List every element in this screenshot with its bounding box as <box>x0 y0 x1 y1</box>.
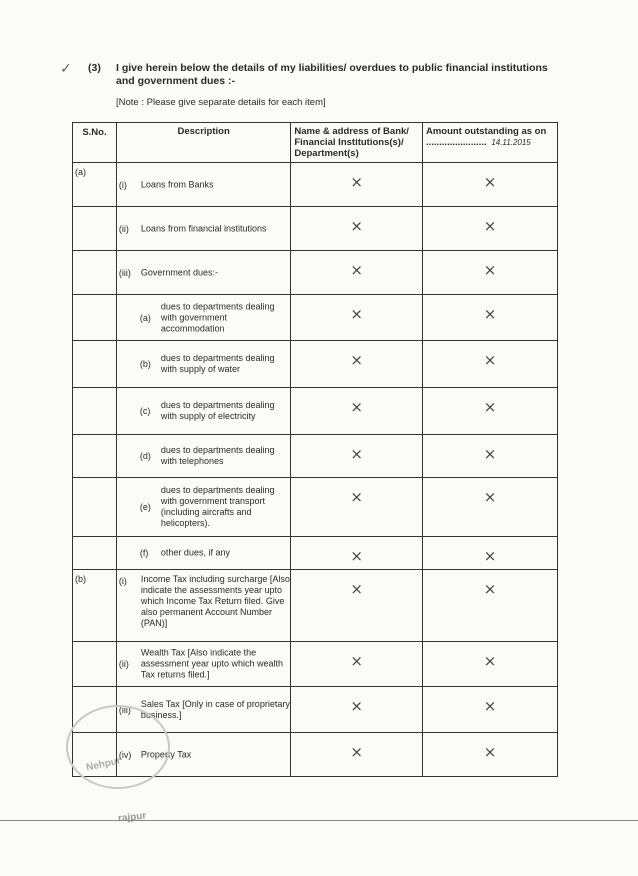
row-amount-cell <box>422 341 557 388</box>
row-description: dues to departments dealing with government transport (including aircrafts and helicopters). <box>160 485 275 528</box>
cross-mark: × <box>483 445 497 463</box>
row-sub-letter: (d) <box>139 451 151 461</box>
row-amount-cell <box>422 478 557 537</box>
row-name-cell <box>291 435 423 478</box>
row-description-cell <box>116 537 290 570</box>
cross-mark: × <box>350 351 363 369</box>
row-sno <box>73 341 117 388</box>
header-amount-label: Amount outstanding as on ....................... <box>425 126 547 148</box>
row-description: dues to departments dealing with supply of water <box>160 353 275 374</box>
table-row <box>73 642 558 687</box>
cross-mark: × <box>483 173 497 191</box>
row-sno <box>73 537 117 570</box>
row-description: Loans from financial institutions <box>140 223 267 233</box>
table-header-row <box>73 123 558 163</box>
row-roman-numeral: (ii) <box>118 223 129 234</box>
row-sub-letter: (f) <box>139 548 149 558</box>
row-description: Income Tax including surcharge [Also indicate the assessments year upto which Income Tax Return filed. Give also permanent Account Number (PAN)] <box>140 574 290 628</box>
cross-mark: × <box>483 398 497 416</box>
row-sno <box>73 388 117 435</box>
cross-mark: × <box>483 697 497 715</box>
table-row <box>73 163 558 207</box>
row-name-cell <box>291 341 423 388</box>
row-sno <box>73 642 117 687</box>
row-amount-cell <box>422 295 557 341</box>
row-description: dues to departments dealing with supply of electricity <box>160 400 275 421</box>
row-description: Government dues:- <box>140 267 218 277</box>
row-description-cell <box>116 163 290 207</box>
table-row <box>73 537 558 570</box>
row-amount-cell <box>422 207 557 251</box>
header-amount-date: 14.11.2015 <box>491 138 531 147</box>
cross-mark: × <box>350 652 363 670</box>
row-sno <box>73 295 117 341</box>
cross-mark: × <box>483 488 497 506</box>
table-row <box>73 388 558 435</box>
row-sub-letter: (b) <box>139 359 151 369</box>
row-sno <box>73 251 117 295</box>
cross-mark: × <box>350 743 363 761</box>
cross-mark: × <box>350 305 363 323</box>
row-sub-letter: (a) <box>139 312 151 323</box>
bottom-seal: rajpur <box>117 810 147 825</box>
row-name-cell <box>291 251 423 295</box>
row-roman-numeral: (i) <box>118 576 127 586</box>
table-row <box>73 207 558 251</box>
row-amount-cell <box>422 733 557 777</box>
row-amount-cell <box>422 388 557 435</box>
row-roman-numeral: (iii) <box>118 704 131 715</box>
row-amount-cell <box>422 642 557 687</box>
row-description: Wealth Tax [Also indicate the assessment year upto which wealth Tax returns filed.] <box>140 647 283 680</box>
cross-mark: × <box>483 547 497 565</box>
row-description-cell <box>116 435 290 478</box>
row-amount-cell <box>422 687 557 733</box>
liabilities-table <box>72 122 558 777</box>
row-description: Loans from Banks <box>140 179 214 189</box>
row-name-cell <box>291 687 423 733</box>
row-description-cell <box>116 251 290 295</box>
row-description: dues to departments dealing with government accommodation <box>160 301 275 333</box>
row-roman-numeral: (i) <box>118 179 127 190</box>
note-text: [Note : Please give separate details for each item] <box>116 97 326 108</box>
section-number: (3) <box>88 62 101 74</box>
cross-mark: × <box>483 580 497 598</box>
office-stamp <box>66 705 170 789</box>
row-roman-numeral: (ii) <box>118 659 129 669</box>
cross-mark: × <box>350 488 363 506</box>
row-name-cell <box>291 478 423 537</box>
row-name-cell <box>291 570 423 642</box>
row-roman-numeral: (iv) <box>118 749 132 760</box>
row-description-cell <box>116 642 290 687</box>
row-description-cell <box>116 478 290 537</box>
footer-divider <box>0 820 638 821</box>
row-description: dues to departments dealing with telephones <box>160 445 275 466</box>
table-row <box>73 295 558 341</box>
row-name-cell <box>291 163 423 207</box>
row-name-cell <box>291 537 423 570</box>
cross-mark: × <box>350 398 363 416</box>
row-roman-numeral: (iii) <box>118 267 131 278</box>
row-name-cell <box>291 295 423 341</box>
row-sno: (b) <box>73 570 117 642</box>
row-sno <box>73 207 117 251</box>
row-name-cell <box>291 642 423 687</box>
row-amount-cell <box>422 251 557 295</box>
cross-mark: × <box>350 173 363 191</box>
row-amount-cell <box>422 537 557 570</box>
cross-mark: × <box>350 547 363 565</box>
table-row <box>73 478 558 537</box>
cross-mark: × <box>483 261 497 279</box>
table-row <box>73 341 558 388</box>
row-sno <box>73 435 117 478</box>
row-name-cell <box>291 388 423 435</box>
row-name-cell <box>291 207 423 251</box>
row-description-cell <box>116 388 290 435</box>
header-amount <box>422 123 557 163</box>
cross-mark: × <box>350 697 363 715</box>
row-sno: (a) <box>73 163 117 207</box>
cross-mark: × <box>483 305 497 323</box>
row-description: Sales Tax [Only in case of proprietary business.] <box>140 698 290 720</box>
row-amount-cell <box>422 435 557 478</box>
row-description-cell <box>116 295 290 341</box>
row-amount-cell <box>422 163 557 207</box>
header-description: Description <box>116 123 290 163</box>
header-sno: S.No. <box>73 123 117 163</box>
cross-mark: × <box>350 580 363 598</box>
cross-mark: × <box>483 217 497 235</box>
cross-mark: × <box>350 261 363 279</box>
row-amount-cell <box>422 570 557 642</box>
row-description-cell <box>116 570 290 642</box>
cross-mark: × <box>483 743 497 761</box>
table-row <box>73 435 558 478</box>
cross-mark: × <box>350 445 363 463</box>
cross-mark: × <box>483 351 497 369</box>
table-row <box>73 570 558 642</box>
cross-mark: × <box>350 217 363 235</box>
row-name-cell <box>291 733 423 777</box>
row-description-cell <box>116 341 290 388</box>
handwritten-tick-mark: ✓ <box>60 60 72 76</box>
header-name-address: Name & address of Bank/ Financial Institutions(s)/ Department(s) <box>291 123 423 163</box>
row-description-cell <box>116 207 290 251</box>
row-sno <box>73 478 117 537</box>
stamp-text: Nehpur <box>85 755 122 774</box>
table-row <box>73 251 558 295</box>
row-sub-letter: (e) <box>139 502 151 512</box>
section-heading-text: I give herein below the details of my liabilities/ overdues to public financial institutions and government dues :- <box>116 62 548 87</box>
row-description: other dues, if any <box>160 547 230 558</box>
row-sub-letter: (c) <box>139 406 151 416</box>
row-description: Property Tax <box>140 749 192 759</box>
cross-mark: × <box>483 652 497 670</box>
